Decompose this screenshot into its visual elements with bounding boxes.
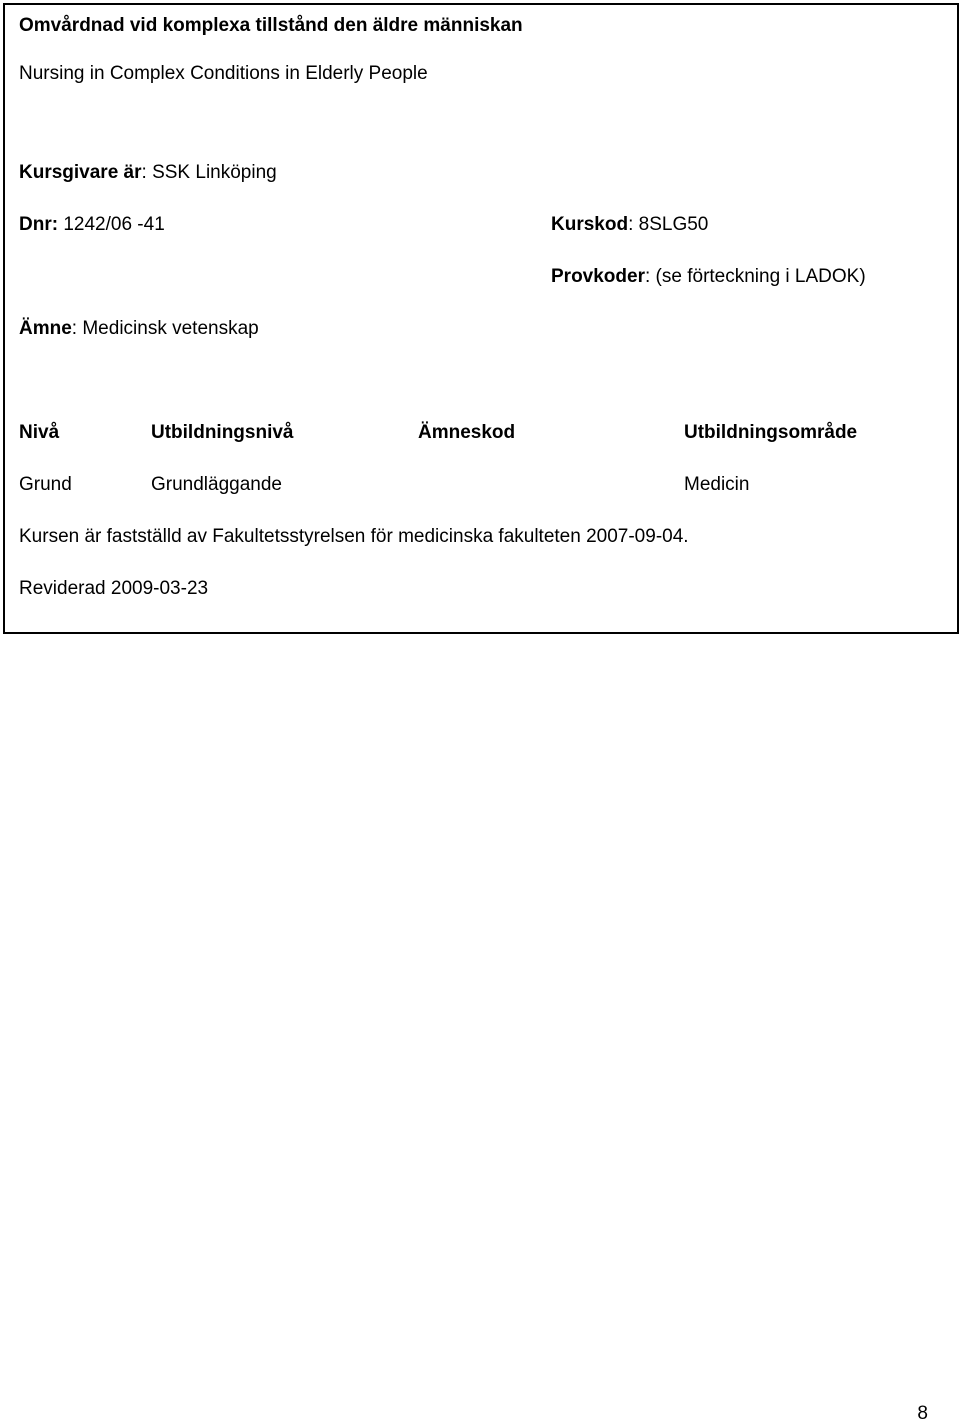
header-utbildningsomrade: Utbildningsområde [684,422,858,443]
course-provider [19,161,277,185]
dnr-value: 1242/06 -41 [58,214,165,235]
exam-codes-label: Provkoder [551,266,645,287]
dnr [19,213,165,237]
course-code-sep: : [628,214,634,235]
dnr-label: Dnr: [19,214,59,235]
course-provider-value: SSK Linköping [146,162,277,183]
course-provider-sep: : [141,162,147,183]
course-title-en: Nursing in Complex Conditions in Elderly People [19,63,428,84]
exam-codes [551,265,866,289]
subject-value: Medicinsk vetenskap [77,318,259,339]
course-provider-label: Kursgivare är [19,162,142,183]
course-code [551,213,708,237]
cell-utbildningsniva: Grundläggande [151,474,282,495]
course-code-label: Kurskod [551,214,629,235]
exam-codes-sep: : [644,266,651,287]
course-code-value: 8SLG50 [633,214,709,235]
cell-niva: Grund [19,474,72,495]
page-number: 8 [917,1403,928,1424]
revised-date: Reviderad 2009-03-23 [19,578,209,599]
cell-utbildningsomrade: Medicin [684,474,750,495]
header-amneskod: Ämneskod [418,422,516,443]
established-statement: Kursen är fastställd av Fakultetsstyrelsen för medicinska fakulteten 2007-09-04. [19,526,689,547]
exam-codes-value: (se förteckning i LADOK) [650,266,866,287]
course-title-sv: Omvårdnad vid komplexa tillstånd den äldre människan [19,15,523,36]
subject [19,317,259,341]
header-niva: Nivå [19,422,60,443]
header-utbildningsniva: Utbildningsnivå [151,422,294,443]
subject-label: Ämne [19,318,72,339]
subject-sep: : [71,318,78,339]
